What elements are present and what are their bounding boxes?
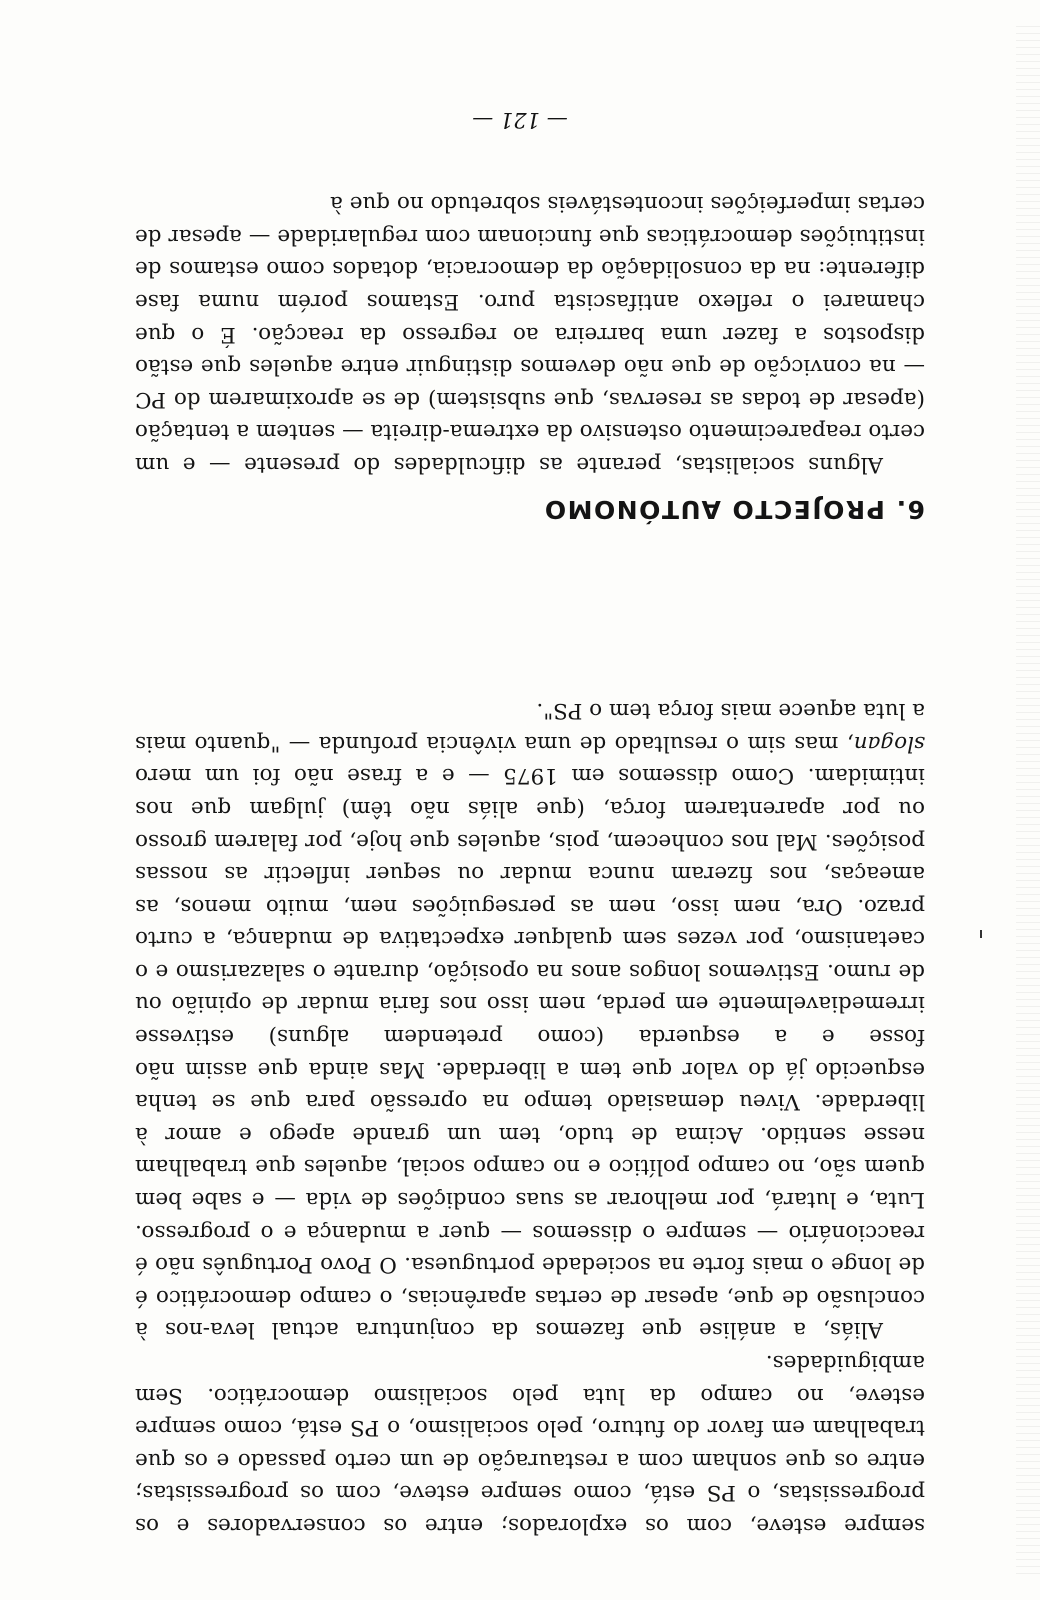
paragraph-continued: sempre esteve, com os explorados; entre os conservadores e os progressistas, o PS está, como sempre esteve, com os progressistas; entre os que sonham com a restauração de um certo passado e os que trabalham em favor do futuro, pelo socialismo, o PS está, como sempre esteve, no campo da luta pelo socialismo democrático. Sem ambiguidades. bbox=[135, 1350, 925, 1538]
section-heading: 6. PROJECTO AUTÓNOMO bbox=[543, 495, 925, 524]
paragraph-alguns-socialistas: Alguns socialistas, perante as dificuldades do presente — e um certo reaparecimento ostensivo da extrema-direita — sentem a tentação (apesar de todas as reservas, que subsistem) de se aproximarem do PC — na convicção de que não devemos distinguir entre aqueles que estão dispostos a fazer uma barreira ao regresso da reacção. É o que chamarei o reflexo antifascista puro. Estamos porém numa fase diferente: na da consolidação da democracia, dotados como estamos de instituições democráticas que funcionam com regularidade — apesar de certas imperfeições incontestáveis sobretudo no que à bbox=[134, 191, 925, 477]
slogan-word: slogan bbox=[853, 730, 925, 756]
paragraph-aliás-end: , mas sim o resultado de uma vivência profunda — "quanto mais a luta aquece mais força tem o PS". bbox=[135, 698, 925, 756]
text-block-top bbox=[135, 694, 925, 1541]
margin-mark bbox=[980, 930, 982, 938]
scan-edge-noise bbox=[1016, 20, 1040, 1580]
text-block-bottom bbox=[135, 187, 925, 480]
paragraph-aliás-body: Aliás, a análise que fazemos da conjuntura actual leva-nos à conclusão de que, apesar de certas aparências, o campo democrático é de longe o mais forte na sociedade portuguesa. O Povo Português não é reaccionário — sempre o dissemos — quer a mudança e o progresso. Luta, e lutará, por melhorar as suas condições de vida — e sabe bem quem são, no campo político e no campo social, aqueles que trabalham nesse sentido. Acima de tudo, tem um grande apego e amor à liberdade. Viveu demasiado tempo na opressão para que se tenha esquecido já do valor que tem a liberdade. Mas ainda que assim não fosse e a esquerda (como pretendem alguns) estivesse irremediavelmente em perda, nem isso nos faria mudar de opinião ou de rumo. Estivemos longos anos na oposição, durante o salazarismo e o caetanismo, por vezes sem qualquer expectativa de mudança, a curto prazo. Ora, nem isso, nem as perseguições nem, muito menos, as ameaças, nos fizeram nunca mudar ou sequer inflectir as nossas posições. Mal nos conhecem, pois, aqueles que hoje, por falarem grosso ou por aparentarem força, (que aliás não têm) julgam que nos intimidam. Como dissemos em 1975 — e a frase não foi um mero bbox=[135, 763, 925, 1343]
page-number: — 121 — bbox=[472, 108, 568, 132]
paragraph-aliás bbox=[135, 694, 925, 1346]
